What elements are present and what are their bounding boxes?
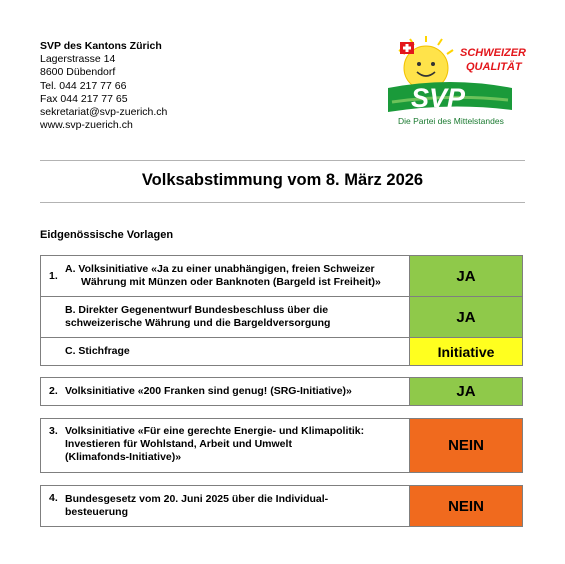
recommendation-initiative: Initiative [409,338,522,365]
item-text-line: besteuerung [65,506,129,518]
table-row [41,486,522,526]
recommendation-nein: NEIN [409,486,522,526]
org-name: SVP des Kantons Zürich [40,40,162,52]
item-number: 2. [49,385,58,397]
item-text-line: Bundesgesetz vom 20. Juni 2025 über die Individual- [65,493,329,505]
table-row [41,419,522,472]
logo-tagline: Die Partei des Mittelstandes [398,116,504,126]
badge-line2: QUALITÄT [466,61,522,73]
top-divider [40,160,525,161]
recommendation-nein: NEIN [409,419,522,472]
item-label [41,338,409,365]
table-row [41,338,522,365]
item-text-line: (Klimafonds-Initiative)» [65,451,182,463]
item-label [41,486,409,526]
vote-table-1 [40,255,523,366]
logo-graphic [384,36,526,118]
email-link[interactable]: sekretariat@svp-zuerich.ch [40,106,168,119]
item-text-line: A. Volksinitiative «Ja zu einer unabhängigen, freien Schweizer [65,263,375,275]
item-number: 4. [49,492,58,504]
recommendation-ja: JA [409,297,522,337]
item-number: 1. [49,269,58,282]
item-text-line: B. Direkter Gegenentwurf Bundesbeschluss über die [65,304,329,316]
recommendation-ja: JA [409,378,522,405]
item-number: 3. [49,425,58,437]
vote-table-2 [40,377,523,406]
fax: Fax 044 217 77 65 [40,92,128,105]
vote-table-4 [40,485,523,527]
item-text-line: Volksinitiative «Für eine gerechte Energie- und Klimapolitik: [65,425,365,437]
city: 8600 Dübendorf [40,66,116,79]
item-text-line: Investieren für Wohlstand, Arbeit und Umwelt [65,438,292,450]
item-label [41,378,409,405]
item-text-line: schweizerische Währung und die Bargeldversorgung [65,317,331,329]
address-block [40,40,167,132]
item-text-line: Währung mit Münzen oder Banknoten (Bargeld ist Freiheit)» [81,276,381,288]
table-row [41,378,522,405]
badge-line1: SCHWEIZER [460,47,526,59]
item-label [41,297,409,337]
vote-table-3 [40,418,523,473]
recommendation-ja: JA [409,256,522,296]
item-text-line: C. Stichfrage [65,345,130,357]
section-heading: Eidgenössische Vorlagen [40,229,174,241]
street: Lagerstrasse 14 [40,53,116,66]
table-row [41,256,522,297]
page-title: Volksabstimmung vom 8. März 2026 [141,171,424,189]
item-text-line: Volksinitiative «200 Franken sind genug! (SRG-Initiative)» [65,385,352,397]
item-label [41,419,409,472]
phone: Tel. 044 217 77 66 [40,79,127,92]
table-row [41,297,522,338]
brand-text: SVP [411,83,466,113]
item-label [41,256,409,296]
svp-logo [384,36,526,128]
swiss-flag-icon [400,42,414,54]
website-link[interactable]: www.svp-zuerich.ch [40,119,133,132]
bottom-divider [40,202,525,203]
